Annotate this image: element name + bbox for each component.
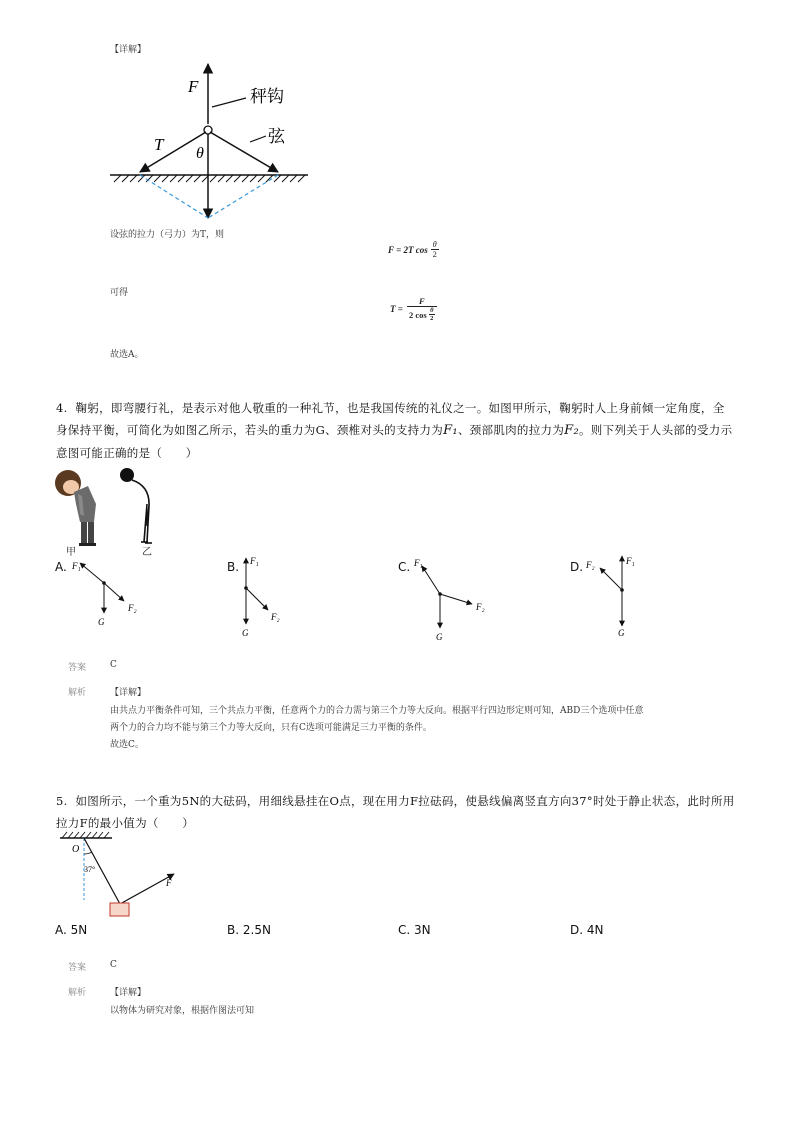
eq2-den-num: θ	[430, 307, 434, 314]
figure-jia-label: 甲	[66, 547, 76, 558]
option-b[interactable]	[227, 923, 271, 937]
option-c-letter[interactable]: C.	[398, 560, 411, 574]
option-value: 4N	[586, 923, 604, 937]
f2-label: F₂	[128, 603, 137, 613]
answer-label: 答案	[68, 963, 87, 973]
option-d[interactable]	[570, 923, 604, 937]
question-5-text	[56, 790, 746, 834]
option-a-letter[interactable]: A.	[55, 560, 67, 574]
tension-t-label: T	[154, 135, 164, 154]
eq2-den-den: 2	[430, 315, 434, 322]
option-value: 2.5N	[242, 923, 271, 937]
question-line: 如图所示，一个重为5N的大砝码，用细线悬挂在O点，现在用力F拉砝码，使悬线偏离竖直方向37°时处于静止状态，此时所用	[75, 794, 735, 808]
analysis-label: 解析	[68, 688, 87, 698]
eq1-frac-den: 2	[432, 250, 437, 259]
equation-2	[390, 296, 437, 322]
question-line: 鞠躬，即弯腰行礼，是表示对他人敬重的一种礼节，也是我国传统的礼仪之一。如图甲所示，鞠躬时人上身前倾一定角度，全	[75, 401, 725, 415]
answer-value: C	[110, 960, 117, 970]
string-label: 弦	[268, 127, 285, 147]
analysis-line: 由共点力平衡条件可知，三个共点力平衡，任意两个力的合力需与第三个力等大反向。根据平行四边形定则可知，ABD三个选项中任意	[110, 706, 644, 716]
analysis-label: 解析	[68, 988, 87, 998]
detail-label: 【详解】	[110, 45, 147, 55]
conclusion-text: 故选C。	[110, 740, 144, 750]
option-letter: C.	[398, 923, 411, 937]
option-a[interactable]	[55, 923, 87, 937]
bow-force-figure	[100, 60, 330, 230]
hook-label: 秤钩	[250, 87, 284, 107]
eq2-lhs: T =	[390, 304, 403, 314]
option-c[interactable]	[398, 923, 431, 937]
answer-value: C	[110, 660, 117, 670]
force-f-label: F	[166, 878, 172, 888]
f1-label: F₁	[626, 556, 635, 566]
f2-label: F₂	[271, 612, 280, 622]
g-label: G	[98, 617, 105, 627]
question-number: 4.	[56, 401, 68, 415]
question-4-text	[56, 397, 746, 464]
eq2-num: F	[419, 296, 425, 306]
angle-label: 37°	[84, 865, 96, 874]
option-b-diagram[interactable]	[236, 550, 326, 640]
f1-label: F₁	[250, 556, 259, 566]
f1-label: F₁	[414, 558, 423, 568]
analysis-line: 两个力的合力均不能与第三个力等大反向，只有C选项可能满足三力平衡的条件。	[110, 723, 432, 733]
f2-label: F₂	[586, 560, 595, 570]
f2-label: F₂	[476, 602, 485, 612]
question-line: 拉力F的最小值为（ ）	[56, 816, 195, 830]
option-value: 3N	[414, 923, 431, 937]
question-number: 5.	[56, 794, 68, 808]
option-letter: B.	[227, 923, 240, 937]
analysis-line: 以物体为研究对象，根据作图法可知	[110, 1006, 255, 1016]
option-c-diagram[interactable]	[406, 552, 506, 644]
pendulum-figure	[56, 830, 196, 922]
option-d-letter[interactable]: D.	[570, 560, 584, 574]
question-line: 身保持平衡，可简化为如图乙所示，若头的重力为G、颈椎对头的支持力为	[56, 423, 444, 437]
force-f-label: F	[188, 77, 199, 96]
option-d-diagram[interactable]	[584, 550, 654, 642]
option-a-diagram[interactable]	[62, 555, 152, 633]
question-line: 、颈部肌肉的拉力为	[457, 423, 565, 437]
f1-label: F₁	[72, 561, 81, 571]
answer-label: 答案	[68, 663, 87, 673]
point-o-label: O	[72, 844, 80, 855]
text-line: 可得	[110, 288, 129, 298]
g-label: G	[436, 632, 443, 642]
detail-label: 【详解】	[110, 688, 147, 698]
text-line: 设弦的拉力（弓力）为T，则	[110, 230, 225, 240]
analysis-body	[110, 703, 643, 754]
g-label: G	[242, 628, 249, 638]
g-label: G	[618, 628, 625, 638]
f2-symbol: F₂	[564, 423, 579, 438]
conclusion-text: 故选A。	[110, 350, 144, 360]
option-value: 5N	[70, 923, 88, 937]
f1-symbol: F₁	[443, 423, 458, 438]
detail-label: 【详解】	[110, 988, 147, 998]
equation-1	[388, 240, 439, 259]
question-line: 。则下列关于人头部的受力示	[578, 423, 733, 437]
eq1-frac-num: θ	[432, 240, 437, 249]
eq1-lhs: F = 2T cos	[388, 244, 428, 255]
figure-yi-label: 乙	[142, 547, 152, 558]
eq2-den-prefix: 2 cos	[409, 309, 427, 320]
option-b-letter[interactable]: B.	[227, 560, 240, 574]
angle-theta-label: θ	[196, 145, 204, 162]
option-letter: D.	[570, 923, 584, 937]
question-line: 意图可能正确的是（ ）	[56, 446, 198, 460]
option-letter: A.	[55, 923, 67, 937]
